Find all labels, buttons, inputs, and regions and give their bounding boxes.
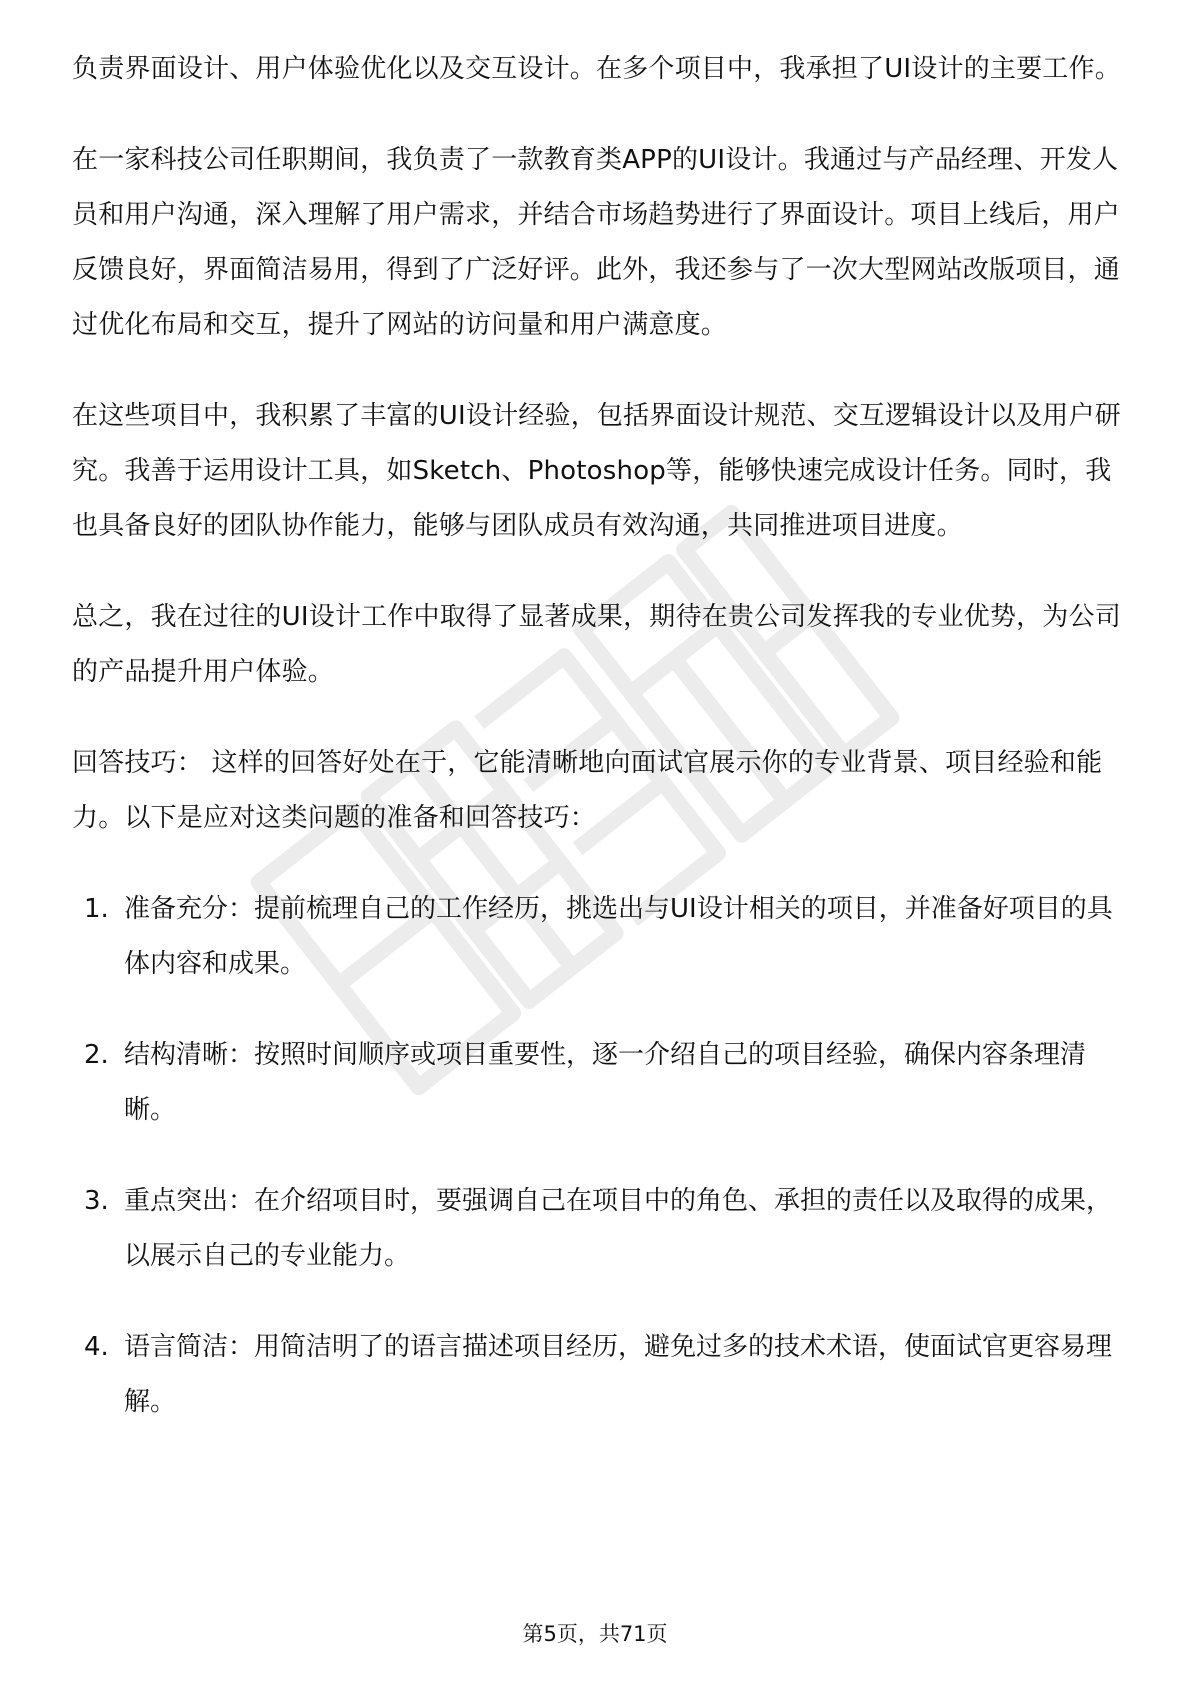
list-item-text: 准备充分：提前梳理自己的工作经历，挑选出与UI设计相关的项目，并准备好项目的具体内容和成果。 — [124, 894, 1113, 979]
tips-list — [72, 882, 1122, 1430]
paragraph-project-experience: 在一家科技公司任职期间，我负责了一款教育类APP的UI设计。我通过与产品经理、开发人员和用户沟通，深入理解了用户需求，并结合市场趋势进行了界面设计。项目上线后，用户反馈良好，界面简洁易用，得到了广泛好评。此外，我还参与了一次大型网站改版项目，通过优化布局和交互，提升了网站的访问量和用户满意度。 — [72, 145, 1121, 340]
list-item-text: 结构清晰：按照时间顺序或项目重要性，逐一介绍自己的项目经验，确保内容条理清晰。 — [124, 1040, 1087, 1125]
paragraph-intro: 负责界面设计、用户体验优化以及交互设计。在多个项目中，我承担了UI设计的主要工作。 — [72, 54, 1121, 84]
list-item — [72, 882, 1122, 992]
list-item-number: 3. — [84, 1186, 109, 1216]
list-item — [72, 1174, 1122, 1284]
list-item-text: 重点突出：在介绍项目时，要强调自己在项目中的角色、承担的责任以及取得的成果，以展示自己的专业能力。 — [124, 1186, 1113, 1271]
paragraph-answer-tips: 回答技巧： 这样的回答好处在于，它能清晰地向面试官展示你的专业背景、项目经验和能力。以下是应对这类问题的准备和回答技巧： — [72, 748, 1103, 833]
document-body — [72, 42, 1122, 1466]
list-item — [72, 1320, 1122, 1430]
page-number: 第5页，共71页 — [522, 1622, 668, 1646]
list-item-number: 4. — [84, 1332, 109, 1362]
paragraph-skills: 在这些项目中，我积累了丰富的UI设计经验，包括界面设计规范、交互逻辑设计以及用户研究。我善于运用设计工具，如Sketch、Photoshop等，能够快速完成设计任务。同时，我也具备良好的团队协作能力，能够与团队成员有效沟通，共同推进项目进度。 — [72, 401, 1121, 541]
list-item — [72, 1028, 1122, 1138]
list-item-text: 语言简洁：用简洁明了的语言描述项目经历，避免过多的技术术语，使面试官更容易理解。 — [124, 1332, 1113, 1417]
list-item-number: 1. — [84, 894, 109, 924]
paragraph-summary: 总之，我在过往的UI设计工作中取得了显著成果，期待在贵公司发挥我的专业优势，为公司的产品提升用户体验。 — [72, 602, 1121, 687]
list-item-number: 2. — [84, 1040, 109, 1070]
